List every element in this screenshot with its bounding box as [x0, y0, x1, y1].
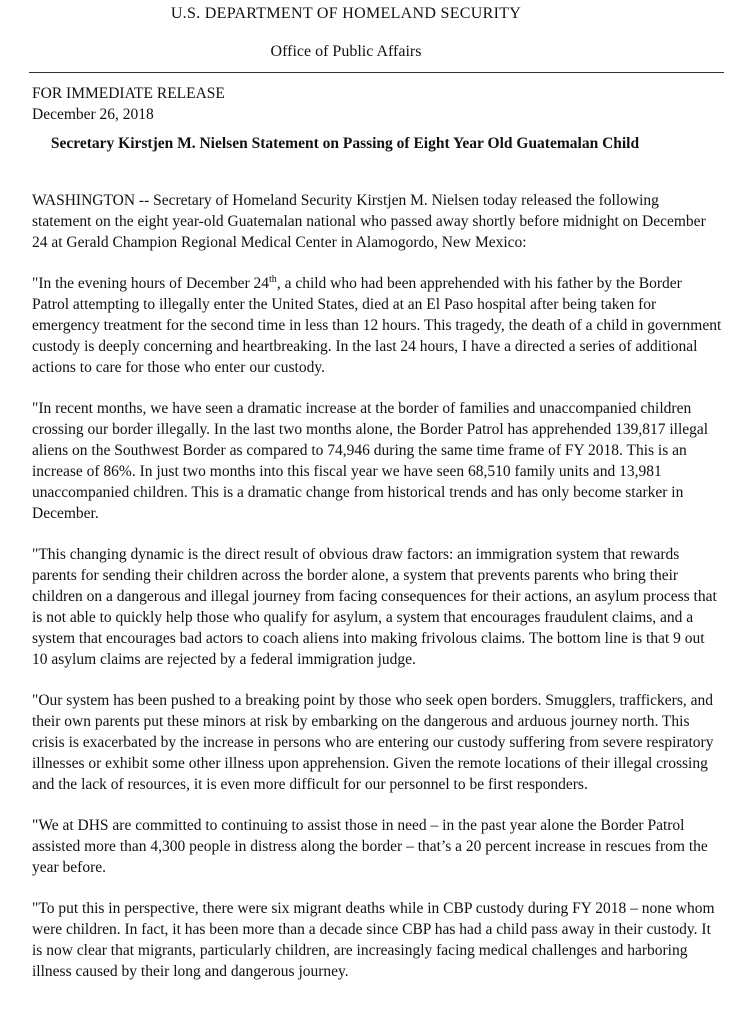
paragraph-quote-3: "This changing dynamic is the direct result of obvious draw factors: an immigration system that rewards parents for sending their children across the border alone, a system that prevents parents who bring their children on a dangerous and illegal journey from facing consequences for their actions, an asylum process that is not able to quickly help those who qualify for asylum, a system that encourages fraudulent claims, and a system that encourages bad actors to coach aliens into making frivolous claims. The bottom line is that 9 out 10 asylum claims are rejected by a federal immigration judge.: [32, 546, 717, 668]
ordinal-suffix: th: [269, 273, 277, 285]
release-block: [32, 83, 225, 125]
statement-title: Secretary Kirstjen M. Nielsen Statement on Passing of Eight Year Old Guatemalan Child: [50, 135, 640, 152]
paragraph-quote-4: "Our system has been pushed to a breaking point by those who seek open borders. Smugglers, traffickers, and their own parents put these minors at risk by embarking on the dangerous and arduous journey north. This crisis is exacerbated by the increase in persons who are entering our custody suffering from severe respiratory illnesses or exhibit some other illness upon apprehension. Given the remote locations of their illegal crossing and the lack of resources, it is even more difficult for our personnel to be first responders.: [32, 692, 714, 793]
office-name: Office of Public Affairs: [270, 43, 422, 60]
agency-name: U.S. DEPARTMENT OF HOMELAND SECURITY: [170, 5, 522, 22]
paragraph-intro: WASHINGTON -- Secretary of Homeland Security Kirstjen M. Nielsen today released the following statement on the eight year-old Guatemalan national who passed away shortly before midnight on December 24 at Gerald Champion Regional Medical Center in Alamogordo, New Mexico:: [32, 192, 706, 251]
paragraph-quote-1-start: "In the evening hours of December 24: [32, 275, 270, 292]
header-divider: [29, 72, 724, 73]
release-label: FOR IMMEDIATE RELEASE: [32, 85, 225, 102]
paragraph-quote-2: "In recent months, we have seen a dramatic increase at the border of families and unaccompanied children crossing our border illegally. In the last two months alone, the Border Patrol has apprehended 139,817 illegal aliens on the Southwest Border as compared to 74,946 during the same time frame of FY 2018. This is an increase of 86%. In just two months into this fiscal year we have seen 68,510 family units and 13,981 unaccompanied children. This is a dramatic change from historical trends and has only become starker in December.: [32, 400, 709, 522]
paragraph-quote-1-rest: , a child who had been apprehended with his father by the Border Patrol attempting to illegally enter the United States, died at an El Paso hospital after being taken for emergency treatment for the second time in less than 12 hours. This tragedy, the death of a child in government custody is deeply concerning and heartbreaking. In the last 24 hours, I have a directed a series of additional actions to care for those who enter our custody.: [32, 275, 722, 376]
paragraph-quote-5: "We at DHS are committed to continuing to assist those in need – in the past year alone the Border Patrol assisted more than 4,300 people in distress along the border – that’s a 20 percent increase in rescues from the year before.: [32, 817, 708, 876]
statement-body: [32, 190, 722, 1002]
paragraph-quote-1: [32, 273, 722, 378]
release-date: December 26, 2018: [32, 106, 154, 123]
paragraph-quote-6: "To put this in perspective, there were six migrant deaths while in CBP custody during FY 2018 – none whom were children. In fact, it has been more than a decade since CBP has had a child pass away in their custody. It is now clear that migrants, particularly children, are increasingly facing medical challenges and harboring illness caused by their long and dangerous journey.: [32, 900, 715, 980]
